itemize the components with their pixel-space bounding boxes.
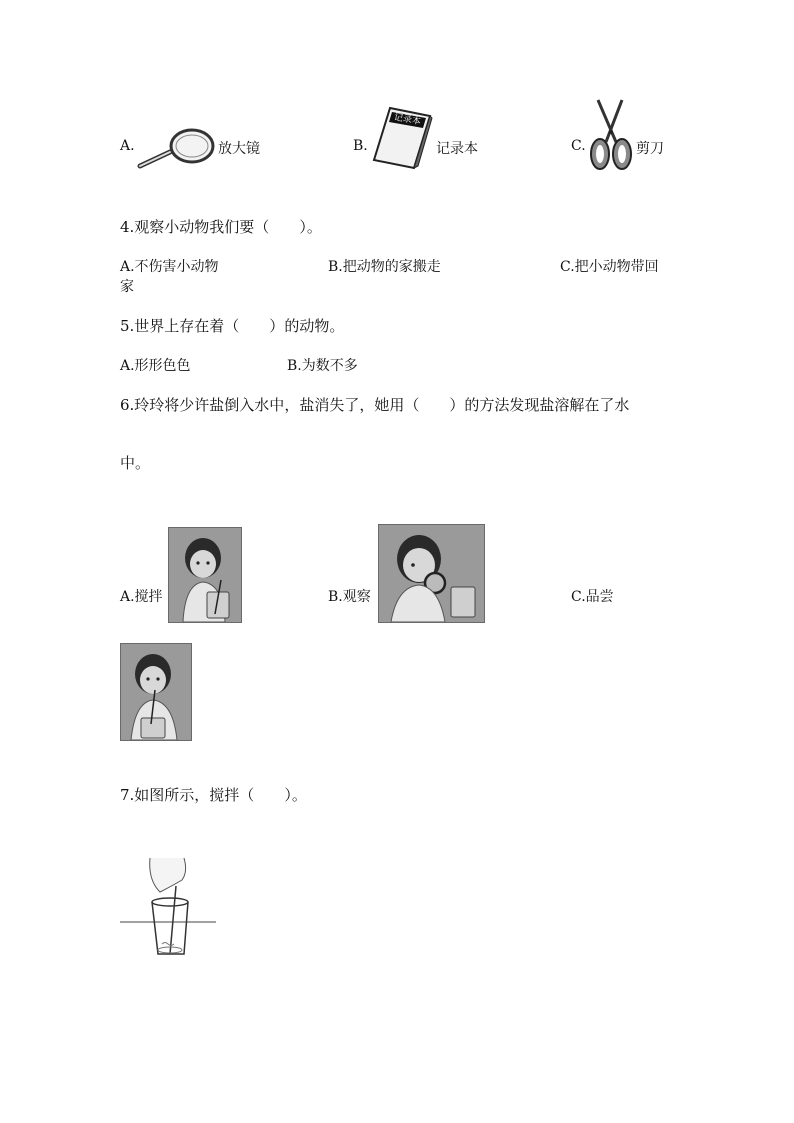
q6-question-line2: 中。 bbox=[120, 454, 151, 472]
stirring-girl-image bbox=[168, 527, 242, 623]
q4-option-c-line1: C.把小动物带回 bbox=[560, 259, 659, 275]
q3-option-c-letter: C. bbox=[571, 138, 586, 154]
stirring-cup-image bbox=[120, 858, 220, 958]
scissors-icon bbox=[586, 96, 636, 174]
q3-option-a-text: 放大镜 bbox=[218, 141, 260, 157]
q4-option-c-line2: 家 bbox=[120, 279, 134, 295]
q3-option-b-letter: B. bbox=[353, 138, 368, 154]
q6-question-line1: 6.玲玲将少许盐倒入水中，盐消失了，她用（ ）的方法发现盐溶解在了水 bbox=[120, 396, 630, 414]
notebook-icon bbox=[368, 104, 434, 170]
tasting-girl-image bbox=[120, 643, 192, 741]
q5-option-b: B.为数不多 bbox=[287, 358, 358, 374]
q3-option-c-text: 剪刀 bbox=[636, 141, 664, 157]
q7-question: 7.如图所示，搅拌（ ）。 bbox=[120, 786, 307, 804]
q5-question: 5.世界上存在着（ ）的动物。 bbox=[120, 317, 345, 335]
observing-girl-image bbox=[378, 524, 485, 623]
q3-option-b-text: 记录本 bbox=[436, 141, 478, 157]
q6-option-a: A.搅拌 bbox=[120, 589, 163, 605]
q5-option-a: A.形形色色 bbox=[120, 358, 191, 374]
q3-option-a-letter: A. bbox=[120, 138, 135, 154]
magnifying-glass-icon bbox=[136, 126, 216, 170]
q4-option-a: A.不伤害小动物 bbox=[120, 259, 219, 275]
q6-option-b: B.观察 bbox=[328, 589, 371, 605]
notebook-cover-label: 记录本 bbox=[393, 112, 422, 128]
q4-option-b: B.把动物的家搬走 bbox=[328, 259, 441, 275]
q4-question: 4.观察小动物我们要（ ）。 bbox=[120, 218, 322, 236]
q6-option-c: C.品尝 bbox=[571, 589, 614, 605]
